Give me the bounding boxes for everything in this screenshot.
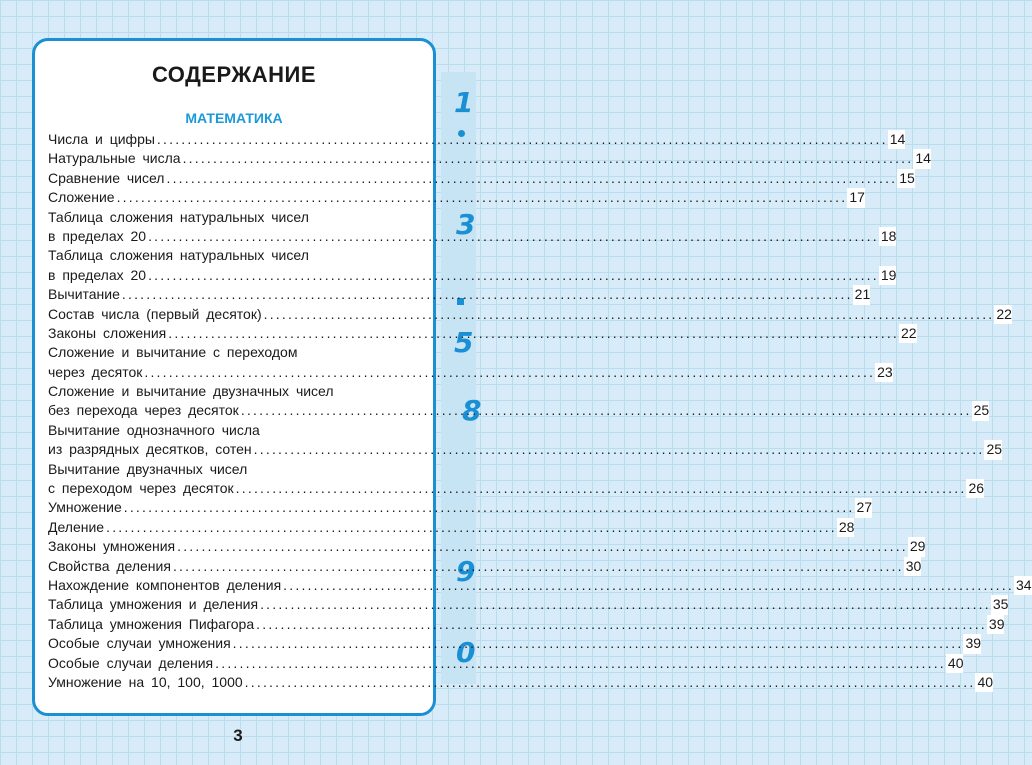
dot-leader <box>166 169 897 188</box>
toc-entry-page: 17 <box>847 188 865 207</box>
dot-leader <box>233 634 964 653</box>
toc-entry-page: 40 <box>975 673 993 692</box>
toc-entry-page: 19 <box>879 266 897 285</box>
toc-entry <box>48 421 426 440</box>
toc-entry-text: Сложение <box>48 188 117 207</box>
toc-entry-text: Таблица умножения Пифагора <box>48 615 256 634</box>
toc-entry-text: Сравнение чисел <box>48 169 166 188</box>
toc-entry <box>48 169 915 188</box>
toc-entry-page: 14 <box>913 149 931 168</box>
toc-entry-page: 27 <box>855 498 873 517</box>
toc-entry-text: в пределах 20 <box>48 266 148 285</box>
toc-entry <box>48 188 865 207</box>
toc-entry <box>48 363 893 382</box>
toc-entry-text: Таблица сложения натуральных чисел <box>48 246 311 265</box>
digit-decoration: 3 <box>456 208 476 241</box>
digit-decoration: 0 <box>456 636 476 669</box>
dot-leader <box>283 576 1014 595</box>
toc-entry <box>48 343 426 362</box>
toc-entry <box>48 595 1009 614</box>
toc-entry <box>48 285 871 304</box>
toc-entry <box>48 266 897 285</box>
dot-leader <box>256 615 987 634</box>
toc-entry-page: 28 <box>837 518 855 537</box>
toc-entry <box>48 305 1012 324</box>
toc-entry-page: 30 <box>904 557 922 576</box>
toc-entry <box>48 130 906 149</box>
dot-leader <box>254 440 985 459</box>
toc-entry-page: 39 <box>963 634 981 653</box>
toc-entry-text: Особые случаи деления <box>48 654 215 673</box>
toc-entry-page: 29 <box>908 537 926 556</box>
toc-entry-page: 21 <box>853 285 871 304</box>
toc-entry-text: Умножение на 10, 100, 1000 <box>48 673 245 692</box>
toc-entry <box>48 557 922 576</box>
toc-entry <box>48 401 990 420</box>
toc-entry-page: 23 <box>875 363 893 382</box>
toc-entry-text: Законы умножения <box>48 537 177 556</box>
toc-entry <box>48 440 1003 459</box>
toc-entry-page: 22 <box>994 305 1012 324</box>
toc-entry-page: 15 <box>897 169 915 188</box>
toc-entry-text: Нахождение компонентов деления <box>48 576 283 595</box>
toc-entry <box>48 673 994 692</box>
toc-entry-page: 18 <box>879 227 897 246</box>
page-title: СОДЕРЖАНИЕ <box>151 62 317 87</box>
dot-leader <box>148 227 879 246</box>
toc-entry-text: Особые случаи умножения <box>48 634 233 653</box>
dot-leader <box>241 401 972 420</box>
toc-entry-text: Таблица умножения и деления <box>48 595 260 614</box>
dot-leader <box>215 654 946 673</box>
digit-decoration: 5 <box>454 326 474 359</box>
toc-entry <box>48 382 426 401</box>
toc-entry-page: 26 <box>966 479 984 498</box>
toc-entry-text: Числа и цифры <box>48 130 157 149</box>
toc-entry-text: Вычитание <box>48 285 122 304</box>
toc-entry <box>48 576 1032 595</box>
toc-entry <box>48 518 855 537</box>
toc-entry <box>48 615 1005 634</box>
toc-entry <box>48 634 982 653</box>
toc-entry-page: 25 <box>972 401 990 420</box>
dot-leader <box>260 595 991 614</box>
toc-entry-text: Законы сложения <box>48 324 168 343</box>
dot-leader <box>177 537 908 556</box>
toc-entry-page: 25 <box>984 440 1002 459</box>
toc-entry-text: Сложение и вычитание с переходом <box>48 343 299 362</box>
toc-entry-text: через десяток <box>48 363 144 382</box>
contents-card <box>32 38 1032 716</box>
toc-entry-text: Деление <box>48 518 106 537</box>
toc-entry-text: Натуральные числа <box>48 149 183 168</box>
dot-leader <box>245 673 976 692</box>
dot-leader <box>144 363 875 382</box>
toc-entry-page: 35 <box>991 595 1009 614</box>
dot-leader <box>183 149 914 168</box>
toc-entry-page: 40 <box>946 654 964 673</box>
dot-leader <box>157 130 888 149</box>
toc-entry-text: Состав числа (первый десяток) <box>48 305 264 324</box>
toc-entry <box>48 498 873 517</box>
toc-entry-text: без перехода через десяток <box>48 401 241 420</box>
toc-entry-text: Таблица сложения натуральных чисел <box>48 208 311 227</box>
digit-decoration: 9 <box>456 555 476 588</box>
table-of-contents <box>48 130 1032 692</box>
dot-leader <box>236 479 967 498</box>
toc-entry-text: с переходом через десяток <box>48 479 236 498</box>
toc-entry <box>48 208 426 227</box>
toc-entry <box>48 246 426 265</box>
toc-entry-text: из разрядных десятков, сотен <box>48 440 254 459</box>
toc-entry <box>48 479 985 498</box>
toc-entry-page: 22 <box>899 324 917 343</box>
toc-entry <box>48 537 926 556</box>
dot-leader <box>117 188 848 207</box>
toc-entry <box>48 227 897 246</box>
toc-entry-text: Сложение и вычитание двузначных чисел <box>48 382 336 401</box>
dot-leader <box>264 305 995 324</box>
section-heading: МАТЕМАТИКА <box>185 110 283 126</box>
toc-entry <box>48 654 964 673</box>
toc-entry-text: Вычитание двузначных чисел <box>48 460 249 479</box>
toc-entry <box>48 324 917 343</box>
page-number: 3 <box>233 726 243 745</box>
dot-leader <box>122 285 853 304</box>
dot-leader <box>106 518 837 537</box>
dot-leader <box>173 557 904 576</box>
toc-entry-text: Свойства деления <box>48 557 173 576</box>
toc-entry-page: 39 <box>987 615 1005 634</box>
digit-decoration: 8 <box>462 394 482 427</box>
toc-entry-page: 34 <box>1014 576 1032 595</box>
digit-decoration: 1 <box>454 86 474 119</box>
toc-entry-text: Вычитание однозначного числа <box>48 421 262 440</box>
dot-leader <box>168 324 899 343</box>
dot-leader <box>148 266 879 285</box>
toc-entry <box>48 149 931 168</box>
toc-entry-text: в пределах 20 <box>48 227 148 246</box>
toc-entry-page: 14 <box>888 130 906 149</box>
dot-leader <box>124 498 855 517</box>
toc-entry-text: Умножение <box>48 498 124 517</box>
toc-entry <box>48 460 426 479</box>
